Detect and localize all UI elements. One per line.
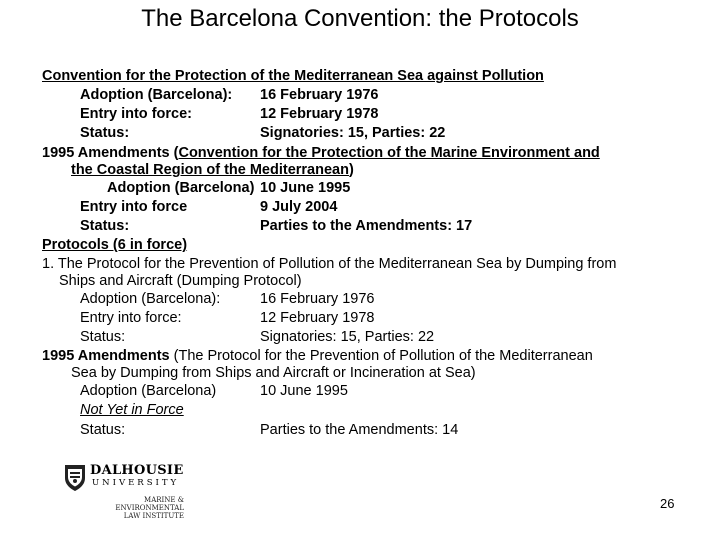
amend1995-adoption-value: 10 June 1995 [260,180,351,196]
protocol1-line1: 1. The Protocol for the Prevention of Pollution of the Mediterranean Sea by Dumping from [42,256,617,272]
convention-entry-label: Entry into force: [80,106,192,122]
amend1995-entry-value: 9 July 2004 [260,199,338,215]
convention-heading: Convention for the Protection of the Mediterranean Sea against Pollution [42,68,544,84]
convention-entry-value: 12 February 1978 [260,106,379,122]
protocol1-status-label: Status: [80,329,126,345]
logo-sub-3: LAW INSTITUTE [123,512,184,520]
amend1995b-line2: Sea by Dumping from Ships and Aircraft or Incineration at Sea) [71,365,476,381]
crest-icon [64,464,86,492]
protocol1-adoption-label: Adoption (Barcelona): [80,291,221,307]
page-title: The Barcelona Convention: the Protocols [141,5,579,32]
page-number: 26 [660,496,675,511]
amend1995-line2 [71,161,354,179]
amend1995-line1 [42,144,600,162]
convention-status-label: Status: [80,125,130,141]
amend1995b-adoption-label: Adoption (Barcelona) [80,383,217,399]
amend1995-entry-label: Entry into force [80,199,188,215]
logo-sub-2: ENVIRONMENTAL [115,504,184,512]
protocol1-adoption-value: 16 February 1976 [260,291,375,307]
amend1995b-line1 [42,347,593,365]
convention-status-value: Signatories: 15, Parties: 22 [260,125,446,141]
amend1995b-not-in-force: Not Yet in Force [80,402,184,418]
amend1995-suffix: ) [348,162,354,178]
logo-university: UNIVERSITY [92,478,180,488]
amend1995b-adoption-value: 10 June 1995 [260,383,348,399]
amend1995b-line1-rest: (The Protocol for the Prevention of Pollution of the Mediterranean [169,348,593,364]
logo-sub-1: MARINE & [144,496,184,504]
convention-adoption-label: Adoption (Barcelona): [80,87,233,103]
amend1995-prefix: 1995 Amendments ( [42,145,179,161]
protocol1-entry-label: Entry into force: [80,310,182,326]
protocol1-line2: Ships and Aircraft (Dumping Protocol) [59,273,302,289]
amend1995b-status-value: Parties to the Amendments: 14 [260,422,459,438]
protocol1-entry-value: 12 February 1978 [260,310,375,326]
amend1995b-status-label: Status: [80,422,126,438]
convention-adoption-value: 16 February 1976 [260,87,379,103]
amend1995-adoption-label: Adoption (Barcelona) [107,180,255,196]
amend1995b-bold: 1995 Amendments [42,348,170,364]
amend1995-underlined-2: the Coastal Region of the Mediterranean [71,162,349,178]
amend1995-status-value: Parties to the Amendments: 17 [260,218,473,234]
amend1995-underlined-1: Convention for the Protection of the Marine Environment and [178,145,600,161]
dalhousie-logo [62,462,192,524]
logo-name: DALHOUSIE [90,463,184,478]
logo-institute [74,496,184,520]
amend1995-status-label: Status: [80,218,130,234]
protocols-heading: Protocols (6 in force) [42,237,188,253]
protocol1-status-value: Signatories: 15, Parties: 22 [260,329,435,345]
